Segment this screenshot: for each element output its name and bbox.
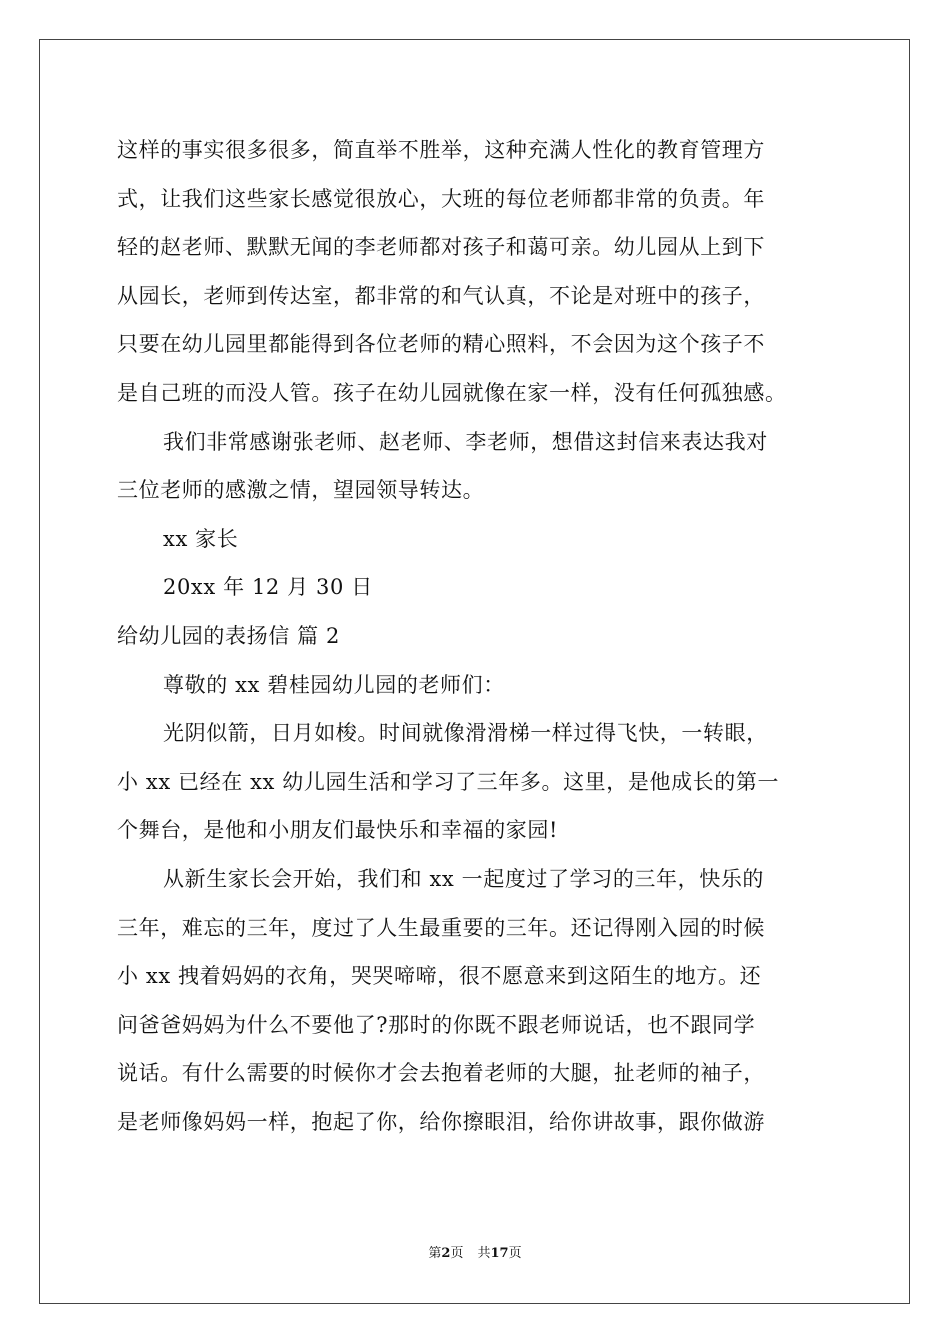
date-line: 20xx 年 12 月 30 日 — [163, 575, 373, 600]
text-line: 小 xx 已经在 xx 幼儿园生活和学习了三年多。这里，是他成长的第一 — [117, 769, 780, 794]
text-line: 三位老师的感激之情，望园领导转达。 — [117, 478, 485, 503]
page-suffix: 页 — [450, 1246, 464, 1261]
signature-line: xx 家长 — [163, 526, 239, 551]
text-line: 三年，难忘的三年，度过了人生最重要的三年。还记得刚入园的时候 — [117, 915, 765, 940]
paragraph-start-line: 光阴似箭，日月如梭。时间就像滑滑梯一样过得飞快，一转眼， — [163, 721, 768, 746]
text-line: 从园长，老师到传达室，都非常的和气认真，不论是对班中的孩子， — [117, 283, 765, 308]
text-line: 个舞台，是他和小朋友们最快乐和幸福的家园! — [117, 818, 559, 843]
page-prefix: 第 — [428, 1246, 442, 1261]
text-line: 说话。有什么需要的时候你才会去抱着老师的大腿，扯老师的袖子， — [117, 1061, 765, 1086]
text-line: 是老师像妈妈一样，抱起了你，给你擦眼泪，给你讲故事，跟你做游 — [117, 1109, 765, 1134]
text-line: 是自己班的而没人管。孩子在幼儿园就像在家一样，没有任何孤独感。 — [117, 380, 787, 405]
text-line: 问爸爸妈妈为什么不要他了?那时的你既不跟老师说话，也不跟同学 — [117, 1012, 756, 1037]
text-line: 轻的赵老师、默默无闻的李老师都对孩子和蔼可亲。幼儿园从上到下 — [117, 235, 765, 260]
total-prefix: 共 — [477, 1246, 491, 1261]
paragraph-start-line: 我们非常感谢张老师、赵老师、李老师，想借这封信来表达我对 — [163, 429, 768, 454]
text-line: 式，让我们这些家长感觉很放心，大班的每位老师都非常的负责。年 — [117, 186, 765, 211]
paragraph-start-line: 从新生家长会开始，我们和 xx 一起度过了学习的三年，快乐的 — [163, 866, 765, 891]
salutation-line: 尊敬的 xx 碧桂园幼儿园的老师们： — [163, 672, 505, 697]
text-line: 只要在幼儿园里都能得到各位老师的精心照料，不会因为这个孩子不 — [117, 332, 765, 357]
text-line: 小 xx 拽着妈妈的衣角，哭哭啼啼，很不愿意来到这陌生的地方。还 — [117, 964, 762, 989]
page-footer — [0, 1246, 950, 1262]
document-body — [117, 126, 833, 1146]
total-suffix: 页 — [508, 1246, 522, 1261]
page-number: 2 — [441, 1246, 451, 1261]
text-line: 这样的事实很多很多，简直举不胜举，这种充满人性化的教育管理方 — [117, 138, 765, 162]
total-pages: 17 — [490, 1246, 509, 1261]
section-heading: 给幼儿园的表扬信 篇 2 — [117, 623, 340, 648]
